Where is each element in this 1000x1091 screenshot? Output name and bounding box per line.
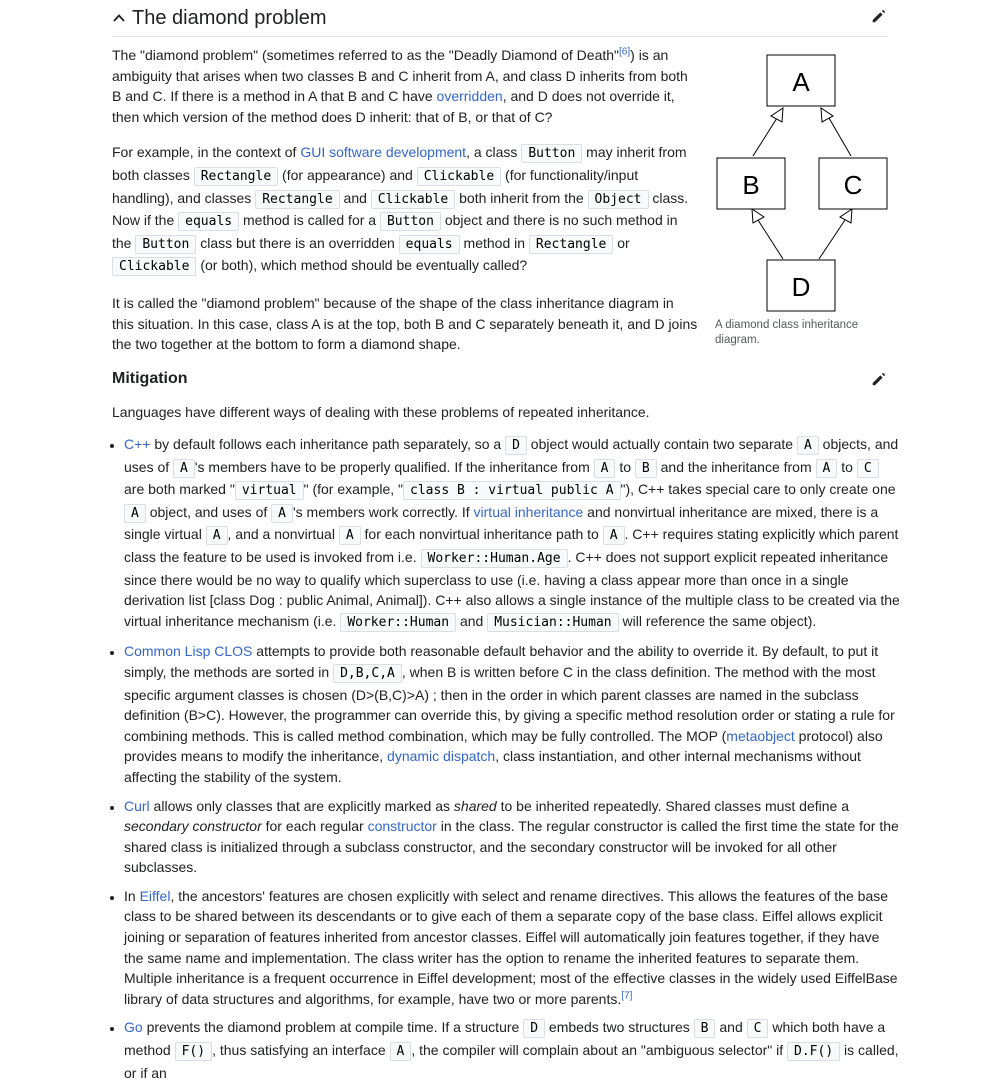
paragraph: Languages have different ways of dealing with these problems of repeated inheritance. (112, 404, 650, 420)
text-run: for each nonvirtual inheritance path to (360, 526, 603, 543)
text-run: , the ancestors' features are chosen explicitly with select and rename directives. This allows the features of the base class to be shared between its descendants or to give each of them a separate copy of the base class. Eiffel allows explicit joining or separation of features inherited from ancestor classes. Eiffel will automatically join features together, if they have the same name and implementation. The class writer has the option to rename the inherited features to separate them. Multiple inheritance is a frequent occurrence in Eiffel development; most of the effective classes in the widely used EiffelBase library of data structures and algorithms, for example, have two or more parents. (124, 887, 898, 1007)
text-run: method in (459, 234, 529, 251)
text-run: The " (112, 47, 145, 63)
text-run: class. Now if the (112, 189, 689, 229)
inline-code: Button (521, 144, 582, 163)
text-run: and (339, 189, 371, 206)
text-run: In (124, 887, 140, 904)
node-label: A (792, 67, 810, 97)
inline-code: A (594, 459, 616, 478)
text-run: , class instantiation, and other internal mechanisms without affecting the stability of the system. (124, 748, 861, 785)
text-run: prevents the diamond problem at compile time. If a structure (142, 1019, 524, 1036)
inline-code: A (603, 526, 625, 545)
text-run: embeds two structures (545, 1019, 694, 1036)
paragraph (112, 45, 698, 127)
node-label: C (843, 170, 863, 200)
text-run: class but there is an overridden (196, 234, 399, 251)
inline-code: A (390, 1042, 412, 1061)
wiki-link[interactable]: GUI software development (300, 144, 467, 161)
text-run: , and a nonvirtual (227, 526, 339, 543)
text-run: diamond problem (144, 47, 254, 63)
wiki-link[interactable]: Common Lisp CLOS (124, 643, 253, 660)
inline-code: Worker::Human.Age (421, 549, 568, 568)
text-run: " (for example, " (303, 481, 404, 498)
subsection-header (112, 365, 888, 393)
text-run: object and there is no such method in the (112, 212, 678, 251)
text-run: may inherit from both classes (112, 144, 687, 183)
wiki-link[interactable]: metaobject (726, 727, 795, 744)
text-run: and (715, 1019, 747, 1036)
text-run: object, and uses of (145, 503, 272, 520)
inline-code: A (816, 459, 838, 478)
text-run: 's members have to be properly qualified. If the inheritance from (194, 458, 594, 475)
wiki-link[interactable]: virtual inheritance (473, 503, 584, 520)
text-run: by default follows each inheritance path separately, so a (150, 436, 506, 452)
inline-code: Worker::Human (340, 613, 456, 632)
wiki-link[interactable]: dynamic dispatch (387, 748, 496, 765)
inline-code: equals (399, 235, 460, 254)
inline-code: A (173, 459, 195, 478)
text-run: to (615, 458, 635, 475)
text-run: (for appearance) and (278, 166, 417, 183)
text-run: objects, and uses of (124, 436, 899, 475)
text-run: . C++ does not support explicit repeated inheritance since there would be no way to qualify which superclass to use (i.e. having a class appear more than once in a single derivation list [class Dog : public Animal, Animal]). C++ also allows a single instance of the multiple class to be created via the virtual inheritance mechanism (i.e. (124, 548, 900, 629)
text-run: both inherit from the (455, 189, 588, 206)
text-run: It is called the "diamond problem" because of the shape of the class inheritance diagram in this situation. In this case, class A is at the top, both B and C separately beneath it, and D joins the two together at the bottom to form a diamond shape. (112, 294, 698, 353)
text-run: and nonvirtual inheritance are mixed, there is a single virtual (124, 503, 879, 543)
article-content (112, 0, 900, 1081)
figure-caption: A diamond class inheritance diagram. (715, 319, 859, 346)
text-run: for each regular (261, 818, 368, 835)
inline-code: Rectangle (255, 190, 339, 209)
list-item (124, 796, 900, 878)
text-run: attempts to provide both reasonable default behavior and the ability to override it. By default, to put it simply, the methods are sorted in (124, 643, 879, 680)
mitigation-list (112, 434, 900, 1091)
text-run: (or both), which method should be eventually called? (196, 257, 528, 274)
text-run: allows only classes that are explicitly marked as (149, 797, 454, 814)
text-run: in the class. The regular constructor is called the first time the state for the shared class is initialized through a subclass constructor, and the secondary constructor will be invoked for all other subclasses. (124, 818, 899, 876)
intro-text (112, 45, 698, 370)
inline-code: D (523, 1019, 545, 1038)
inline-code: D (505, 436, 527, 455)
list-item (124, 1017, 900, 1083)
text-run: "), C++ takes special care to only create one (620, 481, 896, 498)
node-label: D (791, 272, 811, 302)
text-run: to (837, 458, 857, 475)
edit-pencil-icon[interactable] (870, 7, 888, 25)
edit-pencil-icon[interactable] (870, 370, 888, 388)
list-item (124, 886, 900, 1010)
wiki-link[interactable]: Go (124, 1019, 143, 1036)
inline-code: Clickable (112, 257, 196, 276)
text-run: and (456, 612, 488, 629)
section-header[interactable] (112, 0, 888, 37)
inline-code: class B : virtual public A (403, 481, 621, 500)
text-run: are both marked " (124, 481, 235, 498)
text-run: , when B is written before C in the class definition. The method with the most specific argument classes is chosen (D>(B,C)>A) ; then in the order in which parent classes are named in the subclass definition (B>C). However, the programmer can override this, by giving a specific method resolution order or stating a rule for combining methods. This is called method combination, which may be fully controlled. The MOP ( (124, 663, 895, 744)
wiki-link[interactable]: constructor (367, 818, 437, 835)
wiki-link[interactable]: overridden (436, 88, 503, 105)
text-run: , the compiler will complain about an "ambiguous selector" if (411, 1042, 788, 1059)
chevron-up-icon[interactable] (112, 11, 126, 25)
text-run: For example, in the context of (112, 144, 301, 161)
citation-link[interactable]: [7] (621, 990, 633, 1002)
inline-code: A (271, 504, 293, 523)
text-run: , and D does not override it, then which version of the method does D inherit: that of B, or that of C? (112, 88, 675, 125)
text-run: , thus satisfying an interface (212, 1042, 390, 1059)
text-run: is called, or if an (124, 1042, 899, 1081)
inline-code: A (797, 436, 819, 455)
wiki-link[interactable]: C++ (124, 436, 151, 452)
diamond-figure (715, 48, 889, 348)
paragraph (112, 293, 698, 355)
text-run: and the inheritance from (656, 458, 816, 475)
node-label: B (742, 170, 760, 200)
text-run: , a class (466, 144, 522, 161)
inline-code: B (635, 459, 657, 478)
inline-code: B (694, 1019, 716, 1038)
text-run: protocol) also provides means to modify the inheritance, (124, 727, 883, 765)
inline-code: Button (380, 212, 441, 231)
text-run: method is called for a (239, 212, 380, 229)
inline-code: virtual (235, 481, 304, 500)
text-run: object would actually contain two separate (526, 436, 797, 452)
inline-code: Button (135, 235, 196, 254)
text-run: will reference the same object). (618, 612, 817, 629)
inline-code: F() (175, 1042, 212, 1061)
diamond-inheritance-diagram (715, 48, 889, 314)
inline-code: C (747, 1019, 769, 1038)
text-run: which both have a method (124, 1019, 886, 1059)
text-run: . C++ requires stating explicitly which parent class the feature to be used is invoked from i.e. (124, 526, 899, 565)
inline-code: D,B,C,A (333, 664, 402, 683)
inline-code: equals (178, 212, 239, 231)
inline-code: C (857, 459, 879, 478)
inline-code: A (339, 526, 361, 545)
text-run: to be inherited repeatedly. Shared classes must define a (496, 797, 850, 814)
inline-code: Clickable (371, 190, 455, 209)
text-run: 's members work correctly. If (292, 503, 474, 520)
text-run: ) is an ambiguity that arises when two classes B and C inherit from A, and class D inherits from both B and C. If there is a method in A that B and C have (112, 47, 688, 105)
list-item (124, 434, 900, 633)
italic-term: secondary constructor (124, 818, 262, 835)
inline-code: D.F() (787, 1042, 840, 1061)
inline-code: Rectangle (529, 235, 613, 254)
inline-code: Musician::Human (487, 613, 618, 632)
wiki-link[interactable]: Curl (124, 797, 150, 814)
inline-code: A (206, 526, 228, 545)
inline-code: A (124, 504, 146, 523)
citation-link[interactable]: [6] (619, 46, 631, 58)
list-item (124, 641, 900, 787)
italic-term: shared (453, 797, 497, 814)
section-title: The diamond problem (132, 7, 327, 29)
text-run: " (sometimes referred to as the "Deadly Diamond of Death" (253, 47, 620, 63)
paragraph (112, 142, 698, 278)
text-run: or (613, 234, 630, 251)
wiki-link[interactable]: Eiffel (139, 887, 171, 904)
inline-code: Object (588, 190, 649, 209)
subsection-title: Mitigation (112, 370, 188, 387)
inline-code: Rectangle (194, 167, 278, 186)
inline-code: Clickable (417, 167, 501, 186)
text-run: (for functionality/input handling), and classes (112, 166, 639, 206)
